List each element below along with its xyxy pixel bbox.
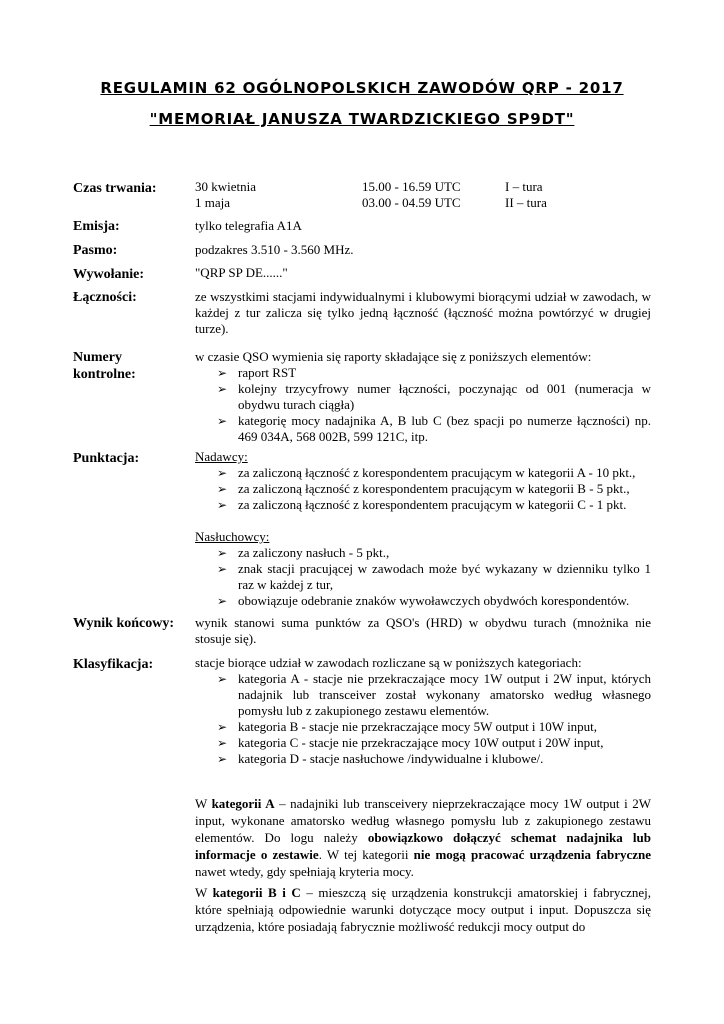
- pasmo-label: Pasmo:: [73, 243, 118, 258]
- klasyfikacja-block: [195, 655, 651, 767]
- numery-label-2: kontrolne:: [73, 367, 136, 382]
- list-item: ➢ za zaliczoną łączność z korespondentem pracującym w kategorii C - 1 pkt.: [195, 497, 651, 513]
- document-title-line2: "MEMORIAŁ JANUSZA TWARDZICKIEGO SP9DT": [149, 110, 575, 128]
- list-item: ➢ kolejny trzycyfrowy numer łączności, poczynając od 001 (numeracja w obydwu turach ciągła): [195, 381, 651, 413]
- czas-tour-2: II – tura: [505, 195, 547, 210]
- punktacja-label: Punktacja:: [73, 451, 140, 466]
- czas-date-1: 30 kwietnia: [195, 179, 257, 194]
- list-item: ➢ za zaliczoną łączność z korespondentem pracującym w kategorii B - 5 pkt.,: [195, 481, 651, 497]
- nasluchowcy-list: [195, 545, 651, 609]
- emisja-value: tylko telegrafia A1A: [195, 218, 302, 233]
- list-item: ➢ za zaliczoną łączność z korespondentem pracującym w kategorii A - 10 pkt.,: [195, 465, 651, 481]
- punktacja-block: [195, 449, 651, 609]
- list-item: ➢ znak stacji pracującej w zawodach może być wykazany w dzienniku tylko 1 raz w każdej z tur,: [195, 561, 651, 593]
- numery-label-1: Numery: [73, 350, 122, 365]
- czas-date-2: 1 maja: [195, 195, 231, 210]
- czas-tour-1: I – tura: [505, 179, 543, 194]
- paragraph-kategoria-b-c: W kategorii B i C – mieszczą się urządzenia konstrukcji amatorskiej i fabrycznej, które spełniają odpowiednie warunki dotyczące mocy output i input. Dopuszcza się urządzenia, które posiadają fabrycznie możliwość redukcji mocy output do: [195, 885, 652, 934]
- czas-time-2: 03.00 - 04.59 UTC: [362, 195, 461, 210]
- document-title-line1: REGULAMIN 62 OGÓLNOPOLSKICH ZAWODÓW QRP - 2017: [100, 79, 624, 97]
- nadawcy-heading: Nadawcy:: [195, 449, 248, 464]
- list-item: ➢ za zaliczony nasłuch - 5 pkt.,: [195, 545, 651, 561]
- numery-block: [195, 349, 651, 445]
- lacznosci-value: ze wszystkimi stacjami indywidualnymi i klubowymi biorącymi udział w zawodach, w każdej z tur zalicza się tylko jedną łączność (łączność można powtórzyć w drugiej turze).: [195, 289, 651, 336]
- list-item: ➢ kategoria B - stacje nie przekraczające mocy 5W output i 10W input,: [195, 719, 651, 735]
- wynik-value: wynik stanowi suma punktów za QSO's (HRD) w obydwu turach (mnożnika nie stosuje się).: [195, 615, 651, 646]
- wynik-label: Wynik końcowy:: [73, 616, 175, 631]
- paragraph-kategoria-a: W kategorii A – nadajniki lub transceivery nieprzekraczające mocy 1W output i 2W input, wykonane amatorsko według własnego pomysłu lub z zakupionego zestawu elementów. Do logu należy obowiązkowo dołączyć schemat nadajnika lub informacje o zestawie. W tej kategorii nie mogą pracować urządzenia fabryczne nawet wtedy, gdy spełniają kryteria mocy.: [195, 796, 652, 879]
- nadawcy-list: [195, 465, 651, 513]
- klasyfikacja-label: Klasyfikacja:: [73, 657, 154, 672]
- klasyfikacja-intro: stacje biorące udział w zawodach rozliczane są w poniższych kategoriach:: [195, 655, 582, 670]
- list-item: ➢ kategorię mocy nadajnika A, B lub C (bez spacji po numerze łączności) np. 469 034A, 568 002B, 599 121C, itp.: [195, 413, 651, 445]
- wywolanie-label: Wywołanie:: [73, 267, 145, 282]
- wywolanie-value: "QRP SP DE......": [195, 265, 288, 280]
- czas-time-1: 15.00 - 16.59 UTC: [362, 179, 461, 194]
- list-item: ➢ kategoria A - stacje nie przekraczające mocy 1W output i 2W input, których nadajnik lub transceiver został wykonany amatorsko według własnego pomysłu lub z zakupionego zestawu elementów.: [195, 671, 651, 719]
- lacznosci-label: Łączności:: [73, 290, 137, 305]
- numery-intro: w czasie QSO wymienia się raporty składające się z poniższych elementów:: [195, 349, 592, 364]
- czas-trwania-label: Czas trwania:: [73, 181, 157, 196]
- list-item: ➢ obowiązuje odebranie znaków wywoławczych obydwóch korespondentów.: [195, 593, 651, 609]
- klasyfikacja-list: [195, 671, 651, 767]
- list-item: ➢ raport RST: [195, 365, 651, 381]
- list-item: ➢ kategoria C - stacje nie przekraczające mocy 10W output i 20W input,: [195, 735, 651, 751]
- nasluchowcy-heading: Nasłuchowcy:: [195, 529, 270, 544]
- list-item: ➢ kategoria D - stacje nasłuchowe /indywidualne i klubowe/.: [195, 751, 651, 767]
- emisja-label: Emisja:: [73, 219, 120, 234]
- numery-list: [195, 365, 651, 445]
- pasmo-value: podzakres 3.510 - 3.560 MHz.: [195, 242, 354, 257]
